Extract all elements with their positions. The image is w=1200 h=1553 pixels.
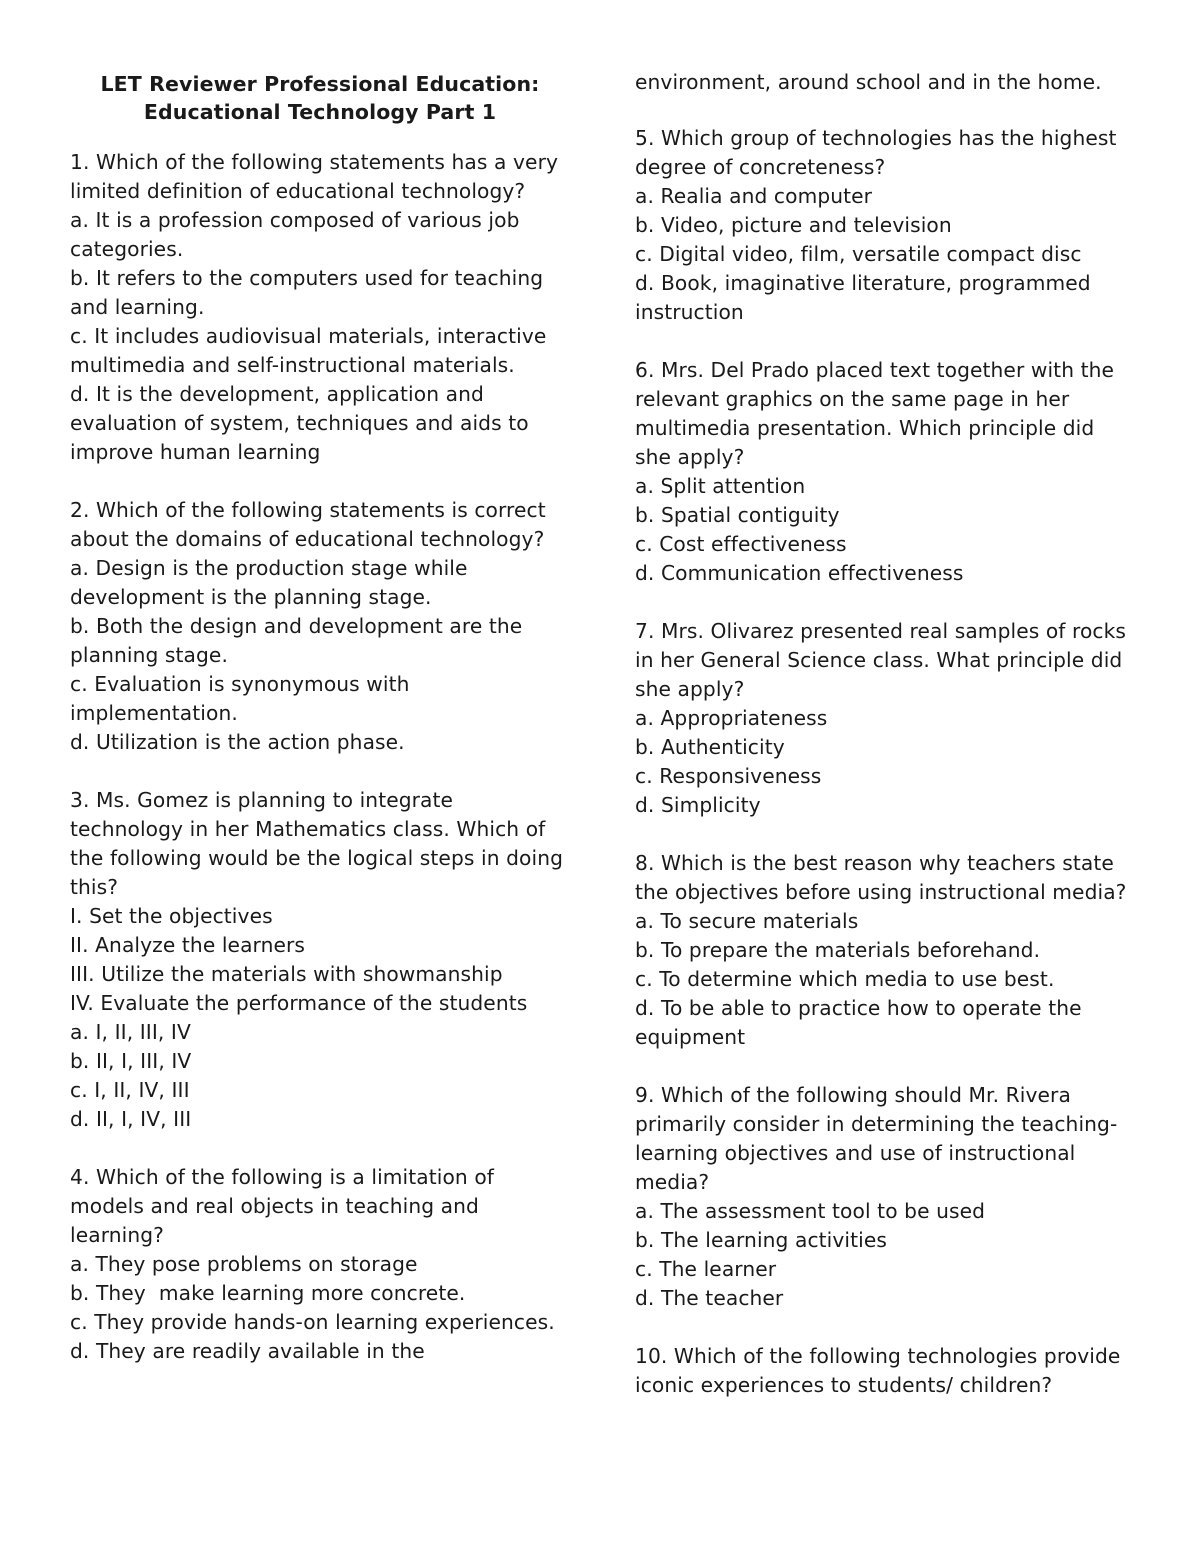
option-c: c. They provide hands-on learning experiences. bbox=[70, 1310, 555, 1334]
question-stem: 6. Mrs. Del Prado placed text together with the relevant graphics on the same page in her multimedia presentation. Which principle did she apply? bbox=[635, 358, 1115, 469]
question-stem: 8. Which is the best reason why teachers state the objectives before using instructional media? bbox=[635, 851, 1127, 904]
option-c: c. Evaluation is synonymous with implementation. bbox=[70, 672, 410, 725]
question-stem: 7. Mrs. Olivarez presented real samples of rocks in her General Science class. What principle did she apply? bbox=[635, 619, 1127, 701]
option-a: a. The assessment tool to be used bbox=[635, 1199, 986, 1223]
option-b: b. It refers to the computers used for teaching and learning. bbox=[70, 266, 544, 319]
page-title bbox=[70, 68, 570, 126]
option-b: b. Video, picture and television bbox=[635, 213, 952, 237]
question-stem: 10. Which of the following technologies provide iconic experiences to students/ children? bbox=[635, 1344, 1121, 1397]
option-d: d. To be able to practice how to operate the equipment bbox=[635, 996, 1082, 1049]
option-d: d. They are readily available in the bbox=[70, 1339, 425, 1363]
option-c: c. Digital video, film, versatile compact disc bbox=[635, 242, 1082, 266]
question-4-continuation: environment, around school and in the home. bbox=[635, 70, 1102, 94]
question-6 bbox=[635, 356, 1130, 588]
step-2: II. Analyze the learners bbox=[70, 933, 306, 957]
option-a: a. I, II, III, IV bbox=[70, 1020, 191, 1044]
question-7 bbox=[635, 617, 1130, 820]
option-a: a. To secure materials bbox=[635, 909, 859, 933]
question-5 bbox=[635, 124, 1130, 327]
question-stem: 9. Which of the following should Mr. Rivera primarily consider in determining the teaching-learning objectives and use of instructional media? bbox=[635, 1083, 1118, 1194]
title-line-1: LET Reviewer Professional Education: bbox=[100, 72, 540, 96]
option-b: b. Authenticity bbox=[635, 735, 785, 759]
option-d: d. Communication effectiveness bbox=[635, 561, 964, 585]
option-c: c. Cost effectiveness bbox=[635, 532, 847, 556]
step-1: I. Set the objectives bbox=[70, 904, 273, 928]
option-d: d. It is the development, application and evaluation of system, techniques and aids to improve human learning bbox=[70, 382, 529, 464]
step-4: IV. Evaluate the performance of the students bbox=[70, 991, 528, 1015]
option-b: b. They make learning more concrete. bbox=[70, 1281, 466, 1305]
option-a: a. Appropriateness bbox=[635, 706, 828, 730]
left-column bbox=[70, 68, 570, 1395]
option-c: c. To determine which media to use best. bbox=[635, 967, 1055, 991]
question-stem: 1. Which of the following statements has a very limited definition of educational technology? bbox=[70, 150, 559, 203]
option-b: b. Spatial contiguity bbox=[635, 503, 840, 527]
option-d: d. Utilization is the action phase. bbox=[70, 730, 405, 754]
question-1 bbox=[70, 148, 570, 467]
question-3 bbox=[70, 786, 570, 1134]
question-10 bbox=[635, 1342, 1130, 1400]
option-d: d. II, I, IV, III bbox=[70, 1107, 192, 1131]
question-stem: 5. Which group of technologies has the highest degree of concreteness? bbox=[635, 126, 1117, 179]
option-c: c. I, II, IV, III bbox=[70, 1078, 190, 1102]
option-b: b. To prepare the materials beforehand. bbox=[635, 938, 1041, 962]
question-9 bbox=[635, 1081, 1130, 1313]
question-8 bbox=[635, 849, 1130, 1052]
option-d: d. Book, imaginative literature, programmed instruction bbox=[635, 271, 1091, 324]
option-a: a. It is a profession composed of various job categories. bbox=[70, 208, 520, 261]
option-a: a. They pose problems on storage bbox=[70, 1252, 418, 1276]
step-3: III. Utilize the materials with showmanship bbox=[70, 962, 503, 986]
option-b: b. The learning activities bbox=[635, 1228, 887, 1252]
option-c: c. It includes audiovisual materials, interactive multimedia and self-instructional materials. bbox=[70, 324, 547, 377]
question-4 bbox=[70, 1163, 570, 1366]
option-b: b. Both the design and development are the planning stage. bbox=[70, 614, 523, 667]
option-d: d. Simplicity bbox=[635, 793, 761, 817]
question-stem: 3. Ms. Gomez is planning to integrate technology in her Mathematics class. Which of the following would be the logical steps in doing this? bbox=[70, 788, 563, 899]
option-a: a. Design is the production stage while development is the planning stage. bbox=[70, 556, 468, 609]
option-b: b. II, I, III, IV bbox=[70, 1049, 192, 1073]
title-line-2: Educational Technology Part 1 bbox=[143, 100, 497, 124]
question-stem: 2. Which of the following statements is correct about the domains of educational technology? bbox=[70, 498, 546, 551]
question-2 bbox=[70, 496, 570, 757]
option-c: c. The learner bbox=[635, 1257, 777, 1281]
question-stem: 4. Which of the following is a limitation of models and real objects in teaching and learning? bbox=[70, 1165, 494, 1247]
option-a: a. Realia and computer bbox=[635, 184, 873, 208]
option-d: d. The teacher bbox=[635, 1286, 784, 1310]
right-column bbox=[635, 68, 1130, 1429]
option-c: c. Responsiveness bbox=[635, 764, 822, 788]
option-a: a. Split attention bbox=[635, 474, 806, 498]
